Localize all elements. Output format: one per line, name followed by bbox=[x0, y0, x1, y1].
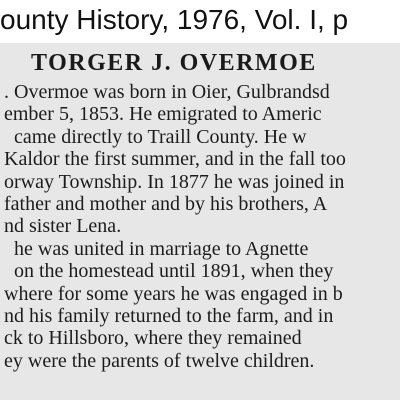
body-line: ck to Hillsboro, where they remained bbox=[4, 327, 302, 350]
article-body bbox=[0, 81, 400, 372]
body-line: he was united in marriage to Agnette bbox=[14, 237, 309, 260]
body-line: on the homestead until 1891, when they bbox=[14, 260, 334, 283]
body-line: ey were the parents of twelve children. bbox=[4, 349, 315, 372]
body-line: where for some years he was engaged in b bbox=[4, 282, 343, 305]
article-title: TORGER J. OVERMOE bbox=[31, 50, 317, 76]
body-line: father and mother and by his brothers, A bbox=[4, 192, 328, 215]
body-line: orway Township. In 1877 he was joined in bbox=[4, 170, 345, 193]
source-citation: ounty History, 1976, Vol. I, p bbox=[0, 4, 349, 35]
body-line: came directly to Traill County. He w bbox=[14, 125, 307, 148]
body-line: Kaldor the first summer, and in the fall too bbox=[4, 148, 346, 171]
cut-off-text-line bbox=[0, 0, 400, 3]
newspaper-clipping bbox=[0, 43, 400, 400]
body-line: nd his family returned to the farm, and in bbox=[4, 304, 334, 327]
body-line: . Overmoe was born in Oier, Gulbrandsd bbox=[4, 81, 330, 103]
body-line: ember 5, 1853. He emigrated to Americ bbox=[4, 103, 322, 126]
body-line: nd sister Lena. bbox=[4, 215, 122, 238]
